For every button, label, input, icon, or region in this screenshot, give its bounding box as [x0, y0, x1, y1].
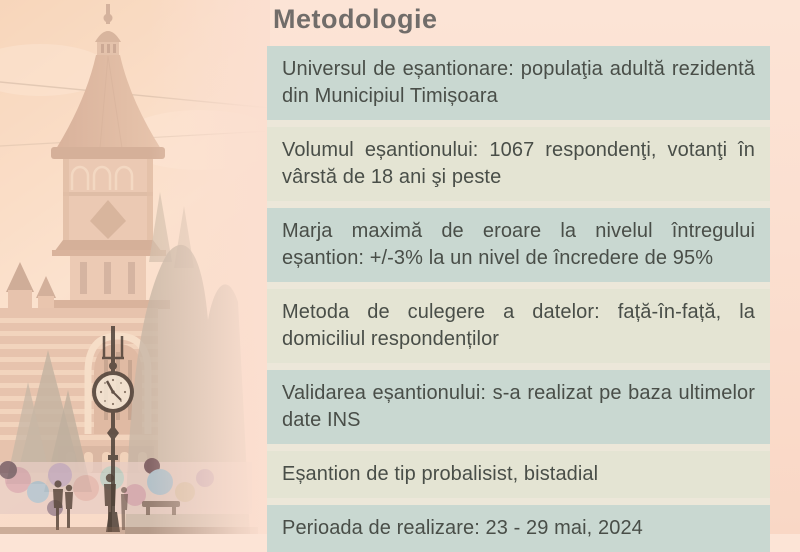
- slide-title: Metodologie: [273, 4, 438, 35]
- road-edge: [0, 527, 258, 534]
- slide: [267, 0, 770, 539]
- methodology-item-sample-size: Volumul eșantionului: 1067 respondenţi, votanţi în vârstă de 18 ani şi peste: [267, 127, 770, 201]
- methodology-item-error-margin: Marja maximă de eroare la nivelul întregului eșantion: +/-3% la un nivel de încredere de 95%: [267, 208, 770, 282]
- haze-overlay: [0, 0, 270, 534]
- methodology-item-data-collection: Metoda de culegere a datelor: față-în-față, la domiciliul respondenților: [267, 289, 770, 363]
- methodology-item-sample-type: Eșantion de tip probalisist, bistadial: [267, 451, 770, 498]
- cathedral-photo: [0, 0, 270, 534]
- methodology-list: [267, 46, 770, 552]
- methodology-item-period: Perioada de realizare: 23 - 29 mai, 2024: [267, 505, 770, 552]
- cathedral-photo-illustration: [0, 0, 270, 534]
- methodology-item-universe: Universul de eșantionare: populaţia adultă rezidentă din Municipiul Timișoara: [267, 46, 770, 120]
- methodology-item-validation: Validarea eșantionului: s-a realizat pe baza ultimelor date INS: [267, 370, 770, 444]
